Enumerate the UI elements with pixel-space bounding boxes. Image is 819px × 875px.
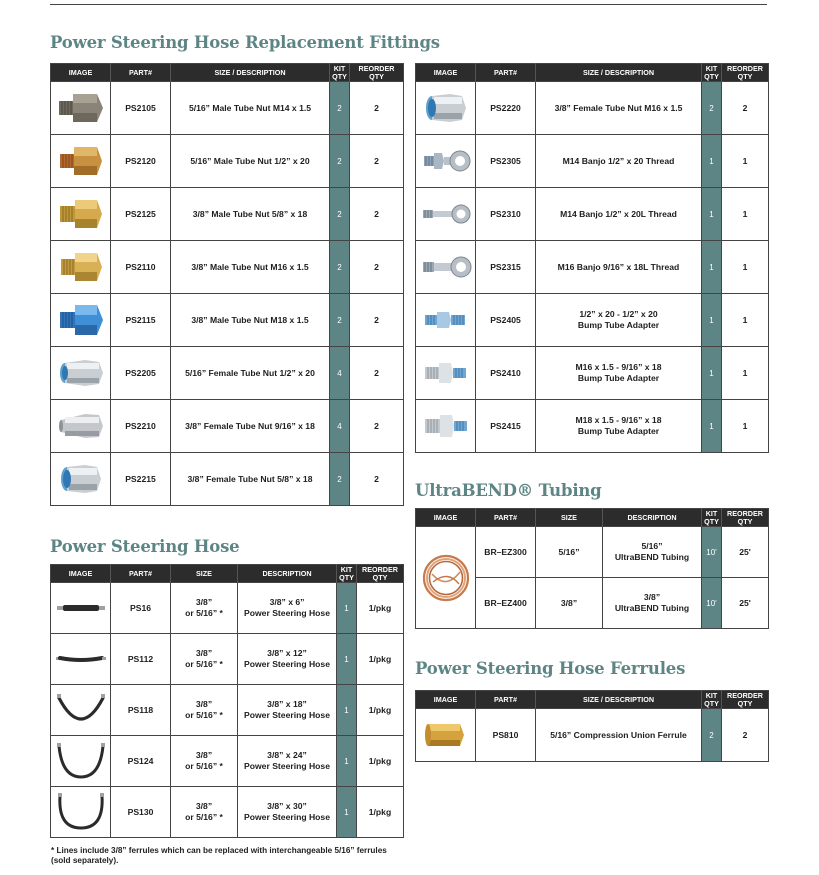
kit-qty: 1 bbox=[702, 347, 722, 400]
part-number: BR–EZ300 bbox=[476, 527, 536, 578]
image-cell bbox=[51, 82, 111, 135]
table-row bbox=[416, 709, 769, 762]
header-size-desc: SIZE / DESCRIPTION bbox=[171, 64, 330, 82]
header-part: PART# bbox=[111, 565, 171, 583]
size-description: M16 Banjo 9/16” x 18L Thread bbox=[536, 241, 702, 294]
image-cell bbox=[51, 135, 111, 188]
header-image: IMAGE bbox=[416, 509, 476, 527]
reorder-qty: 25' bbox=[722, 527, 769, 578]
image-cell bbox=[416, 188, 476, 241]
table-row bbox=[416, 135, 769, 188]
image-cell bbox=[416, 135, 476, 188]
kit-qty: 10' bbox=[702, 578, 722, 629]
table-row bbox=[416, 188, 769, 241]
size: 3/8” or 5/16” * bbox=[171, 583, 238, 634]
kit-qty: 1 bbox=[702, 294, 722, 347]
female-tube-nut-icon bbox=[420, 88, 472, 128]
description: 3/8” x 24” Power Steering Hose bbox=[238, 736, 337, 787]
male-tube-nut-brass-icon bbox=[55, 247, 107, 287]
size-description: 3/8” Male Tube Nut 5/8” x 18 bbox=[171, 188, 330, 241]
top-rule bbox=[50, 4, 767, 5]
banjo-fitting-icon bbox=[420, 194, 472, 234]
header-kit-qty: KIT QTY bbox=[702, 509, 722, 527]
male-tube-nut-brass-icon bbox=[55, 194, 107, 234]
kit-qty: 4 bbox=[330, 347, 350, 400]
ferrules-title: Power Steering Hose Ferrules bbox=[415, 659, 686, 678]
table-row bbox=[51, 400, 404, 453]
header-kit-qty: KIT QTY bbox=[337, 565, 357, 583]
kit-qty: 2 bbox=[330, 453, 350, 506]
kit-qty: 10' bbox=[702, 527, 722, 578]
image-cell bbox=[51, 188, 111, 241]
table-row bbox=[51, 634, 404, 685]
image-cell bbox=[416, 241, 476, 294]
header-description: DESCRIPTION bbox=[238, 565, 337, 583]
header-reorder-qty: REORDER QTY bbox=[722, 64, 769, 82]
kit-qty: 1 bbox=[337, 787, 357, 838]
reorder-qty: 25' bbox=[722, 578, 769, 629]
part-number: BR–EZ400 bbox=[476, 578, 536, 629]
male-tube-nut-copper-icon bbox=[55, 141, 107, 181]
hose-footnote: * Lines include 3/8” ferrules which can be replaced with interchangeable 5/16” ferrules (sold separately). bbox=[51, 846, 387, 865]
table-row bbox=[416, 294, 769, 347]
header-kit-qty: KIT QTY bbox=[330, 64, 350, 82]
part-number: PS2120 bbox=[111, 135, 171, 188]
female-tube-nut-icon bbox=[55, 406, 107, 446]
image-cell bbox=[51, 453, 111, 506]
kit-qty: 1 bbox=[337, 685, 357, 736]
female-tube-nut-icon bbox=[55, 459, 107, 499]
table-row bbox=[51, 188, 404, 241]
header-image: IMAGE bbox=[416, 64, 476, 82]
part-number: PS2215 bbox=[111, 453, 171, 506]
part-number: PS130 bbox=[111, 787, 171, 838]
part-number: PS124 bbox=[111, 736, 171, 787]
header-size-desc: SIZE / DESCRIPTION bbox=[536, 64, 702, 82]
size-description: 3/8” Female Tube Nut 9/16” x 18 bbox=[171, 400, 330, 453]
image-cell bbox=[51, 685, 111, 736]
coiled-tubing-icon bbox=[418, 550, 474, 606]
size: 3/8” or 5/16” * bbox=[171, 736, 238, 787]
kit-qty: 4 bbox=[330, 400, 350, 453]
fittings-table-left bbox=[50, 63, 404, 506]
banjo-fitting-icon bbox=[420, 247, 472, 287]
reorder-qty: 1 bbox=[722, 294, 769, 347]
table-row bbox=[416, 82, 769, 135]
image-cell bbox=[416, 709, 476, 762]
kit-qty: 2 bbox=[702, 82, 722, 135]
hose-table bbox=[50, 564, 404, 838]
image-cell bbox=[416, 400, 476, 453]
reorder-qty: 2 bbox=[722, 709, 769, 762]
size: 3/8” or 5/16” * bbox=[171, 787, 238, 838]
reorder-qty: 1 bbox=[722, 241, 769, 294]
kit-qty: 1 bbox=[337, 634, 357, 685]
header-part: PART# bbox=[476, 509, 536, 527]
kit-qty: 2 bbox=[330, 82, 350, 135]
table-row bbox=[416, 241, 769, 294]
kit-qty: 2 bbox=[330, 188, 350, 241]
size-description: 3/8” Female Tube Nut 5/8” x 18 bbox=[171, 453, 330, 506]
male-tube-nut-gray-icon bbox=[55, 88, 107, 128]
image-cell bbox=[51, 347, 111, 400]
reorder-qty: 2 bbox=[350, 453, 404, 506]
size-description: 1/2” x 20 - 1/2” x 20 Bump Tube Adapter bbox=[536, 294, 702, 347]
bump-tube-adapter-icon bbox=[420, 300, 472, 340]
part-number: PS118 bbox=[111, 685, 171, 736]
reorder-qty: 1 bbox=[722, 400, 769, 453]
kit-qty: 2 bbox=[702, 709, 722, 762]
reorder-qty: 1/pkg bbox=[357, 787, 404, 838]
reorder-qty: 2 bbox=[350, 188, 404, 241]
description: 3/8” x 30” Power Steering Hose bbox=[238, 787, 337, 838]
part-number: PS2405 bbox=[476, 294, 536, 347]
table-row bbox=[51, 736, 404, 787]
image-cell bbox=[416, 82, 476, 135]
image-cell bbox=[51, 787, 111, 838]
hose-straight-icon bbox=[54, 644, 108, 674]
kit-qty: 1 bbox=[702, 241, 722, 294]
reorder-qty: 2 bbox=[350, 135, 404, 188]
image-cell bbox=[416, 347, 476, 400]
header-image: IMAGE bbox=[51, 565, 111, 583]
part-number: PS2305 bbox=[476, 135, 536, 188]
header-image: IMAGE bbox=[51, 64, 111, 82]
image-cell bbox=[51, 294, 111, 347]
header-image: IMAGE bbox=[416, 691, 476, 709]
table-row bbox=[51, 294, 404, 347]
description: 3/8” UltraBEND Tubing bbox=[603, 578, 702, 629]
fittings-table-right bbox=[415, 63, 769, 453]
size: 3/8” or 5/16” * bbox=[171, 685, 238, 736]
reorder-qty: 1/pkg bbox=[357, 634, 404, 685]
reorder-qty: 1 bbox=[722, 135, 769, 188]
header-reorder-qty: REORDER QTY bbox=[357, 565, 404, 583]
kit-qty: 2 bbox=[330, 135, 350, 188]
kit-qty: 1 bbox=[702, 400, 722, 453]
header-part: PART# bbox=[476, 691, 536, 709]
size-description: M14 Banjo 1/2” x 20 Thread bbox=[536, 135, 702, 188]
part-number: PS2315 bbox=[476, 241, 536, 294]
part-number: PS2410 bbox=[476, 347, 536, 400]
description: 3/8” x 12” Power Steering Hose bbox=[238, 634, 337, 685]
description: 5/16” UltraBEND Tubing bbox=[603, 527, 702, 578]
kit-qty: 2 bbox=[330, 241, 350, 294]
part-number: PS2310 bbox=[476, 188, 536, 241]
part-number: PS2210 bbox=[111, 400, 171, 453]
hose-curved-icon bbox=[54, 690, 108, 730]
header-part: PART# bbox=[111, 64, 171, 82]
male-tube-nut-blue-icon bbox=[55, 300, 107, 340]
size-description: 5/16” Male Tube Nut M14 x 1.5 bbox=[171, 82, 330, 135]
table-row bbox=[416, 400, 769, 453]
description: 3/8” x 6” Power Steering Hose bbox=[238, 583, 337, 634]
header-kit-qty: KIT QTY bbox=[702, 64, 722, 82]
table-row bbox=[51, 787, 404, 838]
hose-curved-icon bbox=[54, 792, 108, 832]
fittings-title: Power Steering Hose Replacement Fittings bbox=[50, 33, 440, 52]
table-row bbox=[416, 347, 769, 400]
part-number: PS2220 bbox=[476, 82, 536, 135]
part-number: PS2125 bbox=[111, 188, 171, 241]
header-reorder-qty: REORDER QTY bbox=[350, 64, 404, 82]
bump-tube-adapter-icon bbox=[420, 353, 472, 393]
part-number: PS2105 bbox=[111, 82, 171, 135]
part-number: PS16 bbox=[111, 583, 171, 634]
reorder-qty: 2 bbox=[350, 400, 404, 453]
size-description: M14 Banjo 1/2” x 20L Thread bbox=[536, 188, 702, 241]
image-cell bbox=[51, 583, 111, 634]
size-description: 5/16” Female Tube Nut 1/2” x 20 bbox=[171, 347, 330, 400]
image-cell bbox=[416, 527, 476, 629]
image-cell bbox=[416, 294, 476, 347]
kit-qty: 1 bbox=[702, 188, 722, 241]
header-kit-qty: KIT QTY bbox=[702, 691, 722, 709]
reorder-qty: 1/pkg bbox=[357, 685, 404, 736]
compression-ferrule-icon bbox=[420, 715, 472, 755]
reorder-qty: 2 bbox=[722, 82, 769, 135]
ferrules-table bbox=[415, 690, 769, 762]
hose-title: Power Steering Hose bbox=[50, 537, 240, 556]
image-cell bbox=[51, 400, 111, 453]
header-size: SIZE bbox=[536, 509, 603, 527]
table-row bbox=[51, 82, 404, 135]
kit-qty: 1 bbox=[337, 583, 357, 634]
reorder-qty: 2 bbox=[350, 241, 404, 294]
size-description: 5/16” Male Tube Nut 1/2” x 20 bbox=[171, 135, 330, 188]
reorder-qty: 1 bbox=[722, 347, 769, 400]
table-row bbox=[416, 527, 769, 578]
image-cell bbox=[51, 634, 111, 685]
part-number: PS112 bbox=[111, 634, 171, 685]
bump-tube-adapter-icon bbox=[420, 406, 472, 446]
tubing-title: UltraBEND® Tubing bbox=[415, 481, 602, 500]
image-cell bbox=[51, 736, 111, 787]
header-size-desc: SIZE / DESCRIPTION bbox=[536, 691, 702, 709]
reorder-qty: 2 bbox=[350, 347, 404, 400]
reorder-qty: 2 bbox=[350, 294, 404, 347]
image-cell bbox=[51, 241, 111, 294]
size: 5/16” bbox=[536, 527, 603, 578]
table-row bbox=[51, 241, 404, 294]
hose-straight-icon bbox=[54, 593, 108, 623]
part-number: PS2110 bbox=[111, 241, 171, 294]
size-description: 5/16” Compression Union Ferrule bbox=[536, 709, 702, 762]
table-row bbox=[51, 583, 404, 634]
table-row bbox=[51, 347, 404, 400]
size: 3/8” bbox=[536, 578, 603, 629]
part-number: PS2205 bbox=[111, 347, 171, 400]
reorder-qty: 1/pkg bbox=[357, 583, 404, 634]
header-size: SIZE bbox=[171, 565, 238, 583]
table-row bbox=[51, 135, 404, 188]
size-description: M18 x 1.5 - 9/16” x 18 Bump Tube Adapter bbox=[536, 400, 702, 453]
banjo-fitting-icon bbox=[420, 141, 472, 181]
kit-qty: 1 bbox=[337, 736, 357, 787]
hose-curved-icon bbox=[54, 741, 108, 781]
kit-qty: 2 bbox=[330, 294, 350, 347]
reorder-qty: 2 bbox=[350, 82, 404, 135]
reorder-qty: 1 bbox=[722, 188, 769, 241]
tubing-table bbox=[415, 508, 769, 629]
header-description: DESCRIPTION bbox=[603, 509, 702, 527]
size-description: 3/8” Male Tube Nut M16 x 1.5 bbox=[171, 241, 330, 294]
header-part: PART# bbox=[476, 64, 536, 82]
table-row bbox=[51, 685, 404, 736]
part-number: PS2415 bbox=[476, 400, 536, 453]
reorder-qty: 1/pkg bbox=[357, 736, 404, 787]
size: 3/8” or 5/16” * bbox=[171, 634, 238, 685]
kit-qty: 1 bbox=[702, 135, 722, 188]
header-reorder-qty: REORDER QTY bbox=[722, 691, 769, 709]
header-reorder-qty: REORDER QTY bbox=[722, 509, 769, 527]
size-description: 3/8” Female Tube Nut M16 x 1.5 bbox=[536, 82, 702, 135]
size-description: 3/8” Male Tube Nut M18 x 1.5 bbox=[171, 294, 330, 347]
part-number: PS2115 bbox=[111, 294, 171, 347]
female-tube-nut-icon bbox=[55, 353, 107, 393]
part-number: PS810 bbox=[476, 709, 536, 762]
description: 3/8” x 18” Power Steering Hose bbox=[238, 685, 337, 736]
table-row bbox=[51, 453, 404, 506]
size-description: M16 x 1.5 - 9/16” x 18 Bump Tube Adapter bbox=[536, 347, 702, 400]
